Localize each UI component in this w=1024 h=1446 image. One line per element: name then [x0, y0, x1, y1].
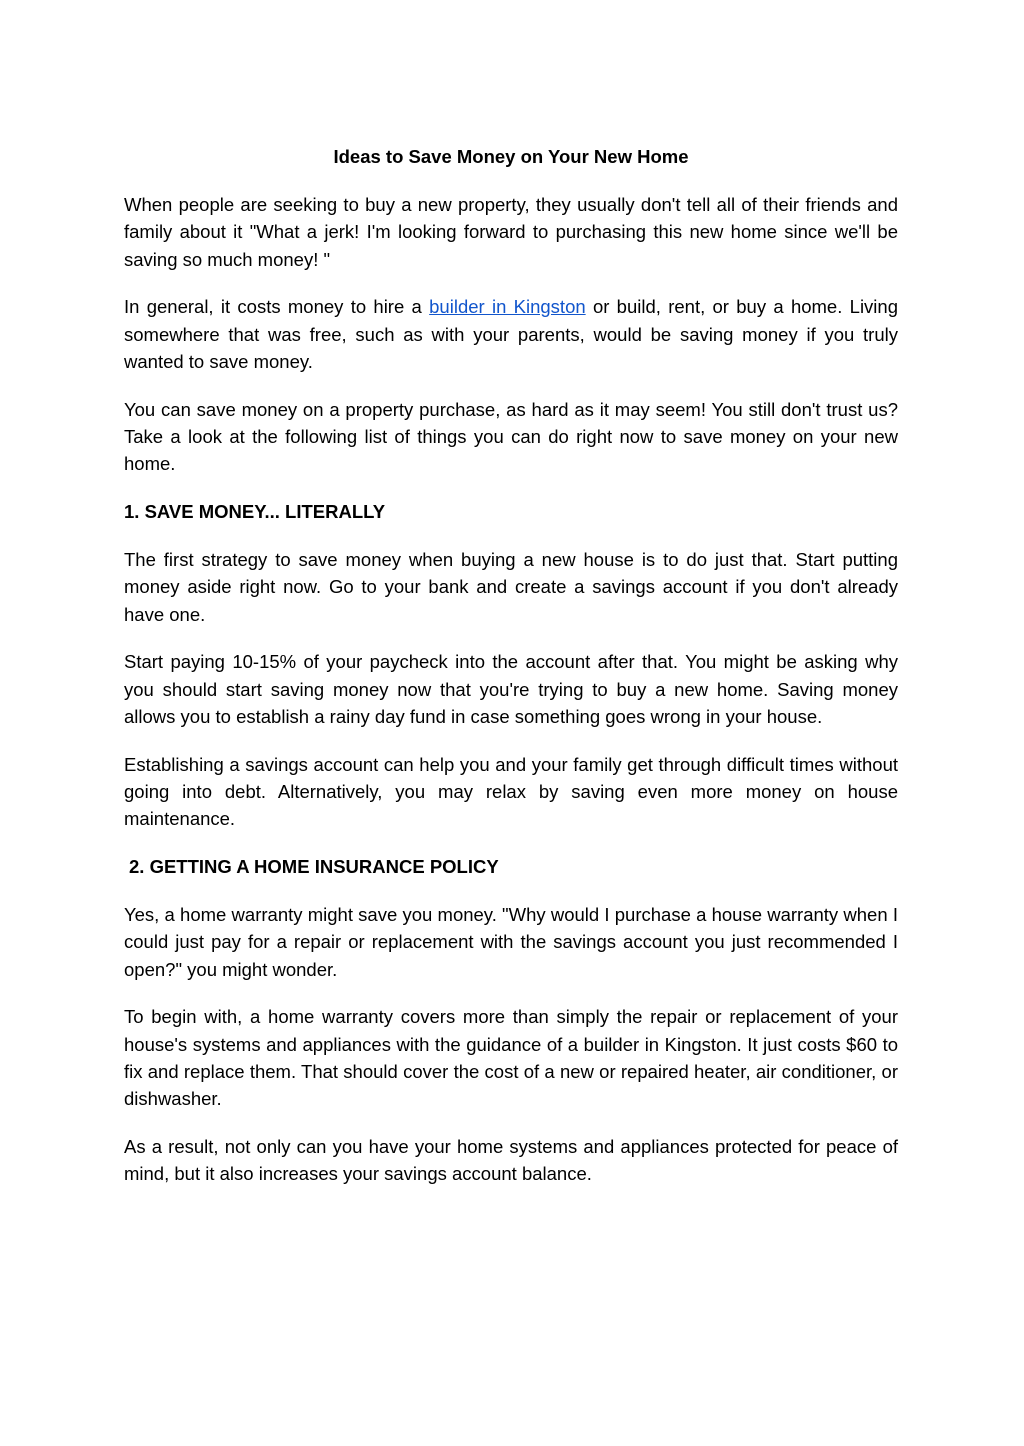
paragraph-warranty-covers: To begin with, a home warranty covers more than simply the repair or replacement of your house's systems and appliances with the guidance of a builder in Kingston. It just costs $60 to fix and replace them. That should cover the cost of a new or repaired heater, air conditioner, or dishwasher.: [124, 1006, 898, 1110]
paragraph-warranty: Yes, a home warranty might save you money. "Why would I purchase a house warranty when I could just pay for a repair or replacement with the savings account you just recommended I open?" you might wonder.: [124, 903, 898, 980]
builder-in-kingston-link[interactable]: builder in Kingston: [429, 296, 586, 318]
paragraph-builder: [124, 293, 898, 375]
paragraph-result: As a result, not only can you have your home systems and appliances protected for peace of mind, but it also increases your savings account balance.: [124, 1136, 898, 1185]
paragraph-intro: When people are seeking to buy a new property, they usually don't tell all of their friends and family about it "What a jerk! I'm looking forward to purchasing this new home since we'll be saving so much money! ": [124, 194, 898, 270]
document-page: [124, 143, 898, 1208]
section-heading-insurance: 2. GETTING A HOME INSURANCE POLICY: [129, 856, 499, 878]
section-heading-save-money: 1. SAVE MONEY... LITERALLY: [124, 501, 386, 523]
paragraph-builder-text-after: or build, rent, or buy a home. Living somewhere that was free, such as with your parents, would be saving money if you truly wanted to save money.: [124, 296, 898, 372]
paragraph-builder-text-before: In general, it costs money to hire a: [124, 296, 430, 318]
paragraph-paycheck: Start paying 10-15% of your paycheck into the account after that. You might be asking why you should start saving money now that you're trying to buy a new home. Saving money allows you to establish a rainy day fund in case something goes wrong in your house.: [124, 651, 898, 727]
paragraph-save-possible: You can save money on a property purchase, as hard as it may seem! You still don't trust us? Take a look at the following list of things you can do right now to save money on your new home.: [124, 398, 898, 475]
paragraph-savings-account: Establishing a savings account can help you and your family get through difficult times without going into debt. Alternatively, you may relax by saving even more money on house maintenance.: [124, 753, 898, 830]
document-title: Ideas to Save Money on Your New Home: [333, 146, 689, 167]
paragraph-first-strategy: The first strategy to save money when buying a new house is to do just that. Start putting money aside right now. Go to your bank and create a savings account if you don't already have one.: [124, 548, 898, 625]
